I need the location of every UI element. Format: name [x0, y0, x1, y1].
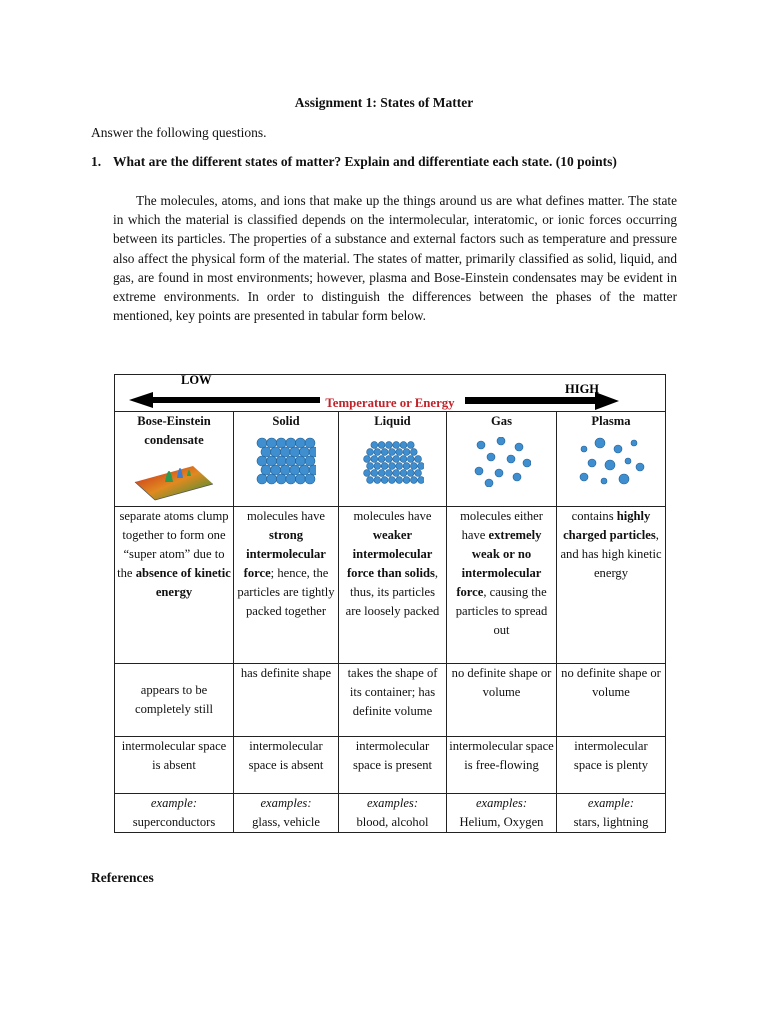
example-gas	[447, 794, 557, 833]
particle	[392, 442, 399, 449]
desc-solid-text: molecules have	[247, 509, 325, 523]
particle	[290, 465, 300, 475]
particle	[414, 456, 421, 463]
particle	[257, 438, 267, 448]
space-plasma: intermolecular space is plenty	[557, 737, 666, 794]
states-of-matter-table	[114, 374, 666, 833]
example-solid	[234, 794, 339, 833]
particle	[403, 463, 410, 470]
example-label: example:	[587, 796, 635, 810]
particle	[286, 456, 296, 466]
particle	[385, 470, 392, 477]
desc-liquid	[339, 507, 447, 664]
header-gas-label: Gas	[491, 414, 512, 428]
particle	[271, 465, 281, 475]
shape-liquid: takes the shape of its container; has definite volume	[339, 664, 447, 737]
particle	[410, 449, 417, 456]
particle	[373, 449, 380, 456]
example-label: examples:	[366, 796, 419, 810]
particle	[410, 463, 417, 470]
particle	[305, 474, 315, 484]
high-label: HIGH	[565, 382, 600, 396]
particle	[403, 477, 410, 484]
shape-solid: has definite shape	[234, 664, 339, 737]
desc-solid-bold: strong intermolecular force	[243, 528, 326, 580]
instruction-text: Answer the following questions.	[91, 125, 267, 140]
desc-plasma-text: contains	[571, 509, 617, 523]
particle	[290, 447, 300, 457]
particle	[619, 474, 629, 484]
particle	[305, 438, 315, 448]
desc-liquid-bold: weaker intermolecular force than solids	[346, 528, 435, 580]
particle	[381, 449, 388, 456]
document-title: Assignment 1: States of Matter	[294, 95, 474, 110]
shape-bec: appears to be completely still	[115, 664, 234, 737]
liquid-particles-illustration	[362, 437, 424, 485]
particle	[257, 474, 267, 484]
particle	[407, 470, 414, 477]
particle	[381, 477, 388, 484]
temperature-arrow-row	[115, 375, 666, 412]
particle	[403, 449, 410, 456]
particle	[257, 456, 267, 466]
particle	[515, 443, 523, 451]
particle	[286, 438, 296, 448]
temperature-arrow	[115, 375, 664, 411]
particle	[286, 474, 296, 484]
particle	[513, 473, 521, 481]
arrow-left-icon	[129, 392, 320, 408]
particle	[366, 463, 373, 470]
question-number: 1.	[91, 154, 102, 169]
particle	[295, 474, 305, 484]
particle	[309, 447, 316, 457]
desc-plasma-bold: highly charged particles	[563, 509, 656, 542]
shape-plasma: no definite shape or volume	[557, 664, 666, 737]
particle	[267, 438, 277, 448]
example-label: example:	[150, 796, 198, 810]
example-value: superconductors	[132, 815, 216, 829]
particle	[388, 449, 395, 456]
particle	[580, 473, 588, 481]
particle	[605, 460, 615, 470]
example-label: examples:	[475, 796, 528, 810]
particle	[373, 463, 380, 470]
space-liquid: intermolecular space is present	[339, 737, 447, 794]
space-solid: intermolecular space is absent	[234, 737, 339, 794]
example-plasma	[557, 794, 666, 833]
particle	[400, 442, 407, 449]
particle	[385, 456, 392, 463]
example-bec	[115, 794, 234, 833]
example-value: stars, lightning	[573, 815, 649, 829]
particle	[485, 479, 493, 487]
particle	[495, 469, 503, 477]
particle	[392, 456, 399, 463]
particle	[276, 438, 286, 448]
desc-gas-text: molecules either have	[460, 509, 543, 542]
particle	[400, 470, 407, 477]
temperature-label: Temperature or Energy	[325, 396, 455, 410]
desc-plasma	[557, 507, 666, 664]
particle	[385, 442, 392, 449]
example-value: Helium, Oxygen	[459, 815, 544, 829]
particle	[631, 440, 637, 446]
particle	[309, 465, 316, 475]
particle	[378, 470, 385, 477]
particle	[487, 453, 495, 461]
particle	[388, 463, 395, 470]
particle	[414, 470, 421, 477]
desc-solid	[234, 507, 339, 664]
particle	[295, 438, 305, 448]
header-liquid	[339, 412, 447, 507]
particle	[395, 449, 402, 456]
desc-bec-bold: absence of kinetic energy	[135, 566, 231, 599]
particle	[305, 456, 315, 466]
question-1	[91, 154, 617, 170]
header-bec	[115, 412, 234, 507]
particle	[370, 470, 377, 477]
question-text: What are the different states of matter? Explain and differentiate each state. (10 points)	[113, 154, 617, 169]
particle	[271, 447, 281, 457]
particle	[280, 447, 290, 457]
particle	[381, 463, 388, 470]
particle	[410, 477, 417, 484]
particle	[295, 456, 305, 466]
particle	[417, 463, 423, 470]
particle	[523, 459, 531, 467]
particle	[261, 465, 271, 475]
particle	[378, 442, 385, 449]
particle	[363, 456, 370, 463]
particle	[392, 470, 399, 477]
header-liquid-label: Liquid	[374, 414, 411, 428]
desc-gas-text-end: , causing the particles to spread out	[455, 585, 548, 637]
header-solid-label: Solid	[272, 414, 300, 428]
particle	[370, 456, 377, 463]
particle	[363, 470, 370, 477]
header-plasma-label: Plasma	[591, 414, 631, 428]
particle	[595, 438, 605, 448]
plasma-particles-illustration	[574, 437, 648, 487]
example-liquid	[339, 794, 447, 833]
header-solid	[234, 412, 339, 507]
particle	[261, 447, 271, 457]
particle	[475, 467, 483, 475]
particle	[417, 477, 423, 484]
example-value: glass, vehicle	[252, 815, 320, 829]
desc-liquid-text-end: , thus, its particles are loosely packed	[345, 566, 440, 618]
particle	[407, 456, 414, 463]
particle	[378, 456, 385, 463]
particle	[280, 465, 290, 475]
particle	[276, 474, 286, 484]
particle	[400, 456, 407, 463]
answer-paragraph: The molecules, atoms, and ions that make up the things around us are what defines matter. The state in which the material is classified depends on the intermolecular, interatomic, or ionic forces occurring between its particles. The properties of a substance and external factors such as temperature and pressure also affect the physical form of the material. The states of matter, primarily classified as solid, liquid, and gas, are found in most environments; however, plasma and Bose-Einstein condensates may be evident in extreme environments. In order to distinguish the differences between the phases of the matter mentioned, key points are presented in tabular form below.	[113, 193, 677, 324]
particle	[395, 463, 402, 470]
space-bec: intermolecular space is absent	[115, 737, 234, 794]
particle	[407, 442, 414, 449]
particle	[267, 474, 277, 484]
references-heading: References	[91, 870, 154, 885]
particle	[497, 437, 505, 445]
particle	[276, 456, 286, 466]
low-label: LOW	[181, 375, 212, 387]
header-plasma	[557, 412, 666, 507]
particle	[395, 477, 402, 484]
particle	[507, 455, 515, 463]
particle	[388, 477, 395, 484]
header-bec-label: Bose-Einstein condensate	[137, 414, 211, 447]
desc-liquid-text: molecules have	[353, 509, 432, 523]
desc-bec-text: separate atoms clump together to form one “super atom” due to the	[117, 509, 229, 580]
particle	[366, 449, 373, 456]
desc-solid-text-end: ; hence, the particles are tightly packed together	[237, 566, 335, 618]
desc-gas	[447, 507, 557, 664]
particle	[373, 477, 380, 484]
particle	[267, 456, 277, 466]
particle	[299, 465, 309, 475]
particle	[299, 447, 309, 457]
example-label: examples:	[260, 796, 312, 810]
particle	[636, 463, 644, 471]
desc-bec	[115, 507, 234, 664]
desc-gas-bold: extremely weak or no intermolecular force	[456, 528, 542, 599]
solid-particles-illustration	[256, 437, 316, 485]
particle	[477, 441, 485, 449]
particle	[370, 442, 377, 449]
gas-particles-illustration	[473, 437, 531, 487]
particle	[366, 477, 373, 484]
particle	[614, 445, 622, 453]
particle	[625, 458, 631, 464]
particle	[601, 478, 607, 484]
particle	[581, 446, 587, 452]
particle	[588, 459, 596, 467]
space-gas: intermolecular space is free-flowing	[447, 737, 557, 794]
shape-gas: no definite shape or volume	[447, 664, 557, 737]
bose-einstein-illustration	[133, 456, 215, 502]
desc-plasma-text-end: , and has high kinetic energy	[560, 528, 662, 580]
header-gas	[447, 412, 557, 507]
example-value: blood, alcohol	[356, 815, 429, 829]
